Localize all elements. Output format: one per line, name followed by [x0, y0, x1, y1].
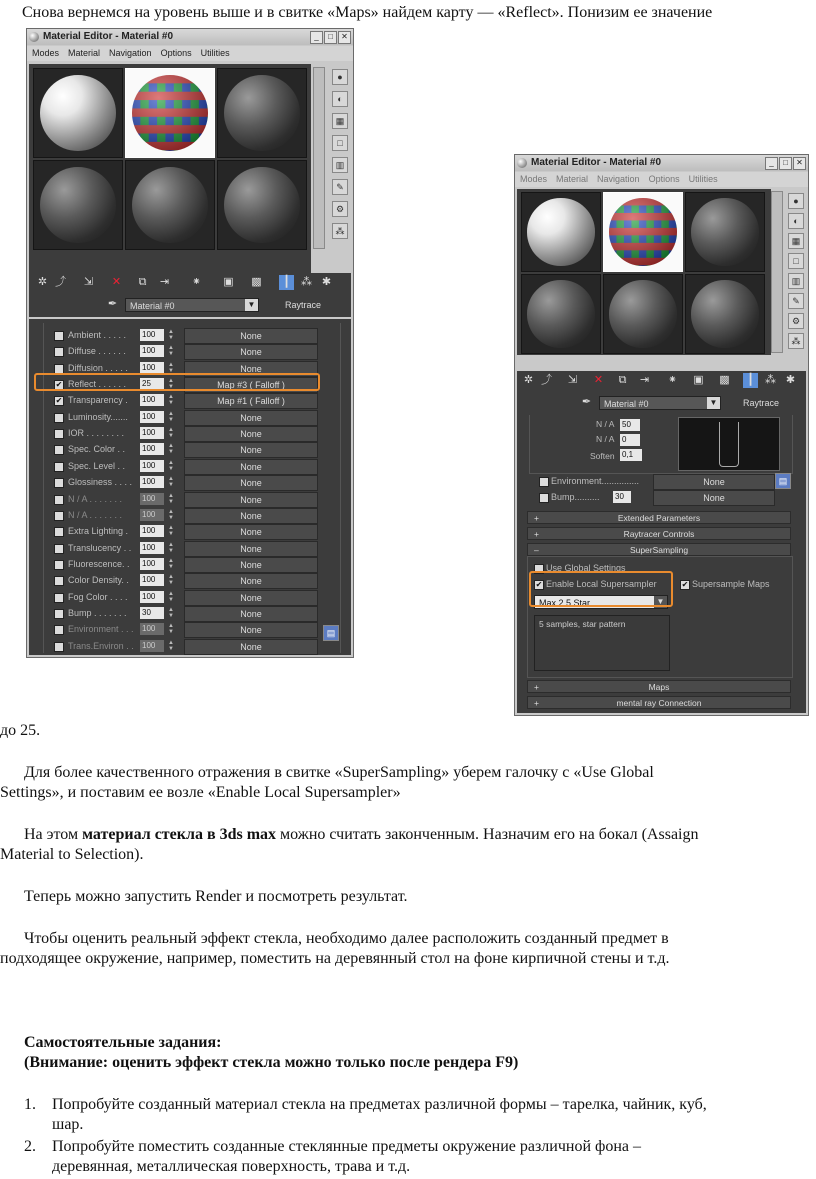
sample-slot-5[interactable]	[603, 274, 683, 354]
material-toolbar	[29, 273, 351, 293]
map-slot-button[interactable]: None	[184, 442, 318, 458]
task-line1: Попробуйте созданный материал стекла на предметах различной формы – тарелка, чайник, куб,	[52, 1096, 707, 1113]
menu-navigation[interactable]: Navigation	[109, 48, 152, 58]
app-icon	[29, 32, 39, 42]
rollout-title: SuperSampling	[629, 545, 689, 555]
map-row	[44, 327, 334, 343]
na-label-2: N / A	[596, 434, 615, 444]
map-slot-button[interactable]: None	[184, 475, 318, 491]
close-button[interactable]: ✕	[793, 157, 806, 170]
parameters-panel	[517, 415, 806, 713]
sample-sphere-checker	[609, 198, 676, 265]
map-row	[44, 458, 334, 474]
bump-label: Bump..........	[551, 492, 600, 502]
show-map-icon[interactable]: ▣	[223, 276, 234, 288]
rollout-raytracer-controls[interactable]: + Raytracer Controls	[527, 527, 791, 540]
background-icon[interactable]: ▦	[788, 233, 804, 249]
map-label: Spec. Color . .	[68, 444, 126, 455]
sample-type-icon[interactable]: ●	[788, 193, 804, 209]
map-label: Ambient . . . . .	[68, 330, 127, 340]
supersample-maps-checkbox[interactable]: ✔	[681, 580, 689, 589]
spinner-icon[interactable]: ▲ ▼	[168, 410, 174, 423]
spinner-icon[interactable]: ▲ ▼	[168, 541, 174, 554]
navigator-icon[interactable]: ✱	[785, 374, 796, 386]
material-id-icon[interactable]: ⁕	[667, 374, 678, 386]
map-enable-checkbox[interactable]	[54, 576, 64, 586]
map-slot-button[interactable]: None	[184, 426, 318, 442]
menu-options[interactable]: Options	[160, 48, 192, 58]
map-amount-input[interactable]: 100	[140, 476, 164, 488]
bump-amount[interactable]: 30	[613, 491, 631, 503]
menu-modes[interactable]: Modes	[32, 48, 60, 58]
map-row	[44, 523, 334, 539]
spinner-icon[interactable]: ▲ ▼	[168, 574, 174, 587]
map-amount-input[interactable]: 100	[140, 525, 164, 537]
map-row	[44, 556, 334, 572]
spinner-icon[interactable]: ▲ ▼	[168, 394, 174, 407]
na-label-1: N / A	[596, 419, 615, 429]
menu-material[interactable]: Material	[68, 48, 101, 58]
map-row	[44, 589, 334, 605]
video-color-check-icon[interactable]: ▥	[332, 157, 348, 173]
sample-sphere	[691, 198, 758, 265]
rollout-extended-parameters[interactable]: + Extended Parameters	[527, 511, 791, 524]
rollout-scroll-icon[interactable]: ▤	[323, 625, 339, 641]
spinner-icon[interactable]: ▲ ▼	[168, 459, 174, 472]
spinner-icon[interactable]: ▲ ▼	[168, 590, 174, 603]
map-amount-input[interactable]: 100	[140, 558, 164, 570]
sample-slot-1[interactable]	[33, 68, 123, 158]
tasks-note: (Внимание: оценить эффект стекла можно только после рендера F9)	[24, 1054, 519, 1071]
sample-slot-3[interactable]	[217, 68, 307, 158]
sample-sphere	[224, 75, 300, 151]
task-line2: шар.	[52, 1116, 84, 1133]
spinner-icon[interactable]: ▲ ▼	[168, 508, 174, 521]
sample-slot-6[interactable]	[685, 274, 765, 354]
pick-material-icon[interactable]: ✒	[107, 298, 118, 310]
sample-slots-area	[29, 64, 311, 282]
select-by-material-icon[interactable]: ⁂	[332, 223, 348, 239]
put-to-library-icon[interactable]: ⇥	[159, 276, 170, 288]
task-line2: деревянная, металлическая поверхность, трава и т.д.	[52, 1158, 411, 1175]
go-to-parent-icon[interactable]: ┃	[279, 275, 294, 290]
map-slot-button[interactable]: None	[184, 573, 318, 589]
bump-checkbox[interactable]	[539, 493, 549, 503]
go-forward-sibling-icon[interactable]: ⁂	[301, 276, 312, 288]
make-preview-icon[interactable]: ✎	[788, 293, 804, 309]
map-amount-input[interactable]: 100	[140, 329, 164, 341]
make-unique-icon[interactable]: ⧉	[618, 374, 627, 386]
menu-utilities[interactable]: Utilities	[688, 174, 718, 184]
map-slot-button[interactable]: None	[184, 557, 318, 573]
para3-line2: Material to Selection).	[0, 846, 144, 863]
go-to-parent-icon[interactable]: ┃	[743, 373, 758, 388]
map-amount-input[interactable]: 100	[140, 345, 164, 357]
backlight-icon[interactable]: ◐	[332, 91, 348, 107]
minimize-button[interactable]: _	[310, 31, 323, 44]
map-amount-input[interactable]: 100	[140, 542, 164, 554]
map-label: Fog Color . . . .	[68, 591, 128, 602]
map-slot-button[interactable]: None	[184, 524, 318, 540]
para3-bold: материал стекла в 3ds max	[82, 826, 277, 843]
map-label: Environment . . .	[68, 624, 134, 635]
sample-slot-2-active[interactable]	[603, 192, 683, 272]
map-enable-checkbox[interactable]	[54, 478, 64, 488]
spinner-icon[interactable]: ▲ ▼	[168, 623, 174, 636]
map-slot-button[interactable]: None	[184, 590, 318, 606]
map-label: Extra Lighting .	[68, 526, 129, 537]
rollout-title: mental ray Connection	[616, 698, 702, 708]
get-material-icon[interactable]: ✲	[37, 276, 48, 288]
sampler-description: 5 samples, star pattern	[534, 615, 670, 671]
map-row	[44, 392, 334, 408]
para3-text-a: На этом	[24, 826, 83, 843]
material-name-field[interactable]	[599, 396, 721, 410]
sample-sphere	[40, 75, 116, 151]
map-enable-checkbox[interactable]	[54, 609, 64, 619]
na-input-2[interactable]: 0	[620, 434, 640, 446]
name-bar	[517, 391, 806, 415]
put-to-library-icon[interactable]: ⇥	[639, 374, 650, 386]
para3-line1	[24, 825, 698, 845]
sample-sphere	[224, 167, 300, 243]
sample-slot-4[interactable]	[521, 274, 601, 354]
chevron-down-icon: ▼	[707, 397, 720, 409]
backlight-icon[interactable]: ◐	[788, 213, 804, 229]
task-line1: Попробуйте поместить созданные стеклянные предметы окружение различной фона –	[52, 1138, 642, 1155]
para2-line1: Для более качественного отражения в свитке «SuperSampling» уберем галочку с «Use Global	[24, 764, 654, 781]
map-row	[44, 441, 334, 457]
map-label: Reflect . . . . . .	[68, 379, 127, 390]
background-icon[interactable]: ▦	[332, 113, 348, 129]
map-enable-checkbox[interactable]	[54, 593, 64, 603]
sample-sphere	[691, 280, 758, 347]
menu-material[interactable]: Material	[556, 174, 589, 184]
map-enable-checkbox[interactable]	[54, 429, 64, 439]
map-row	[44, 474, 334, 490]
map-enable-checkbox[interactable]	[54, 544, 64, 554]
menu-options[interactable]: Options	[648, 174, 680, 184]
map-slot-button[interactable]: None	[184, 541, 318, 557]
environment-label: Environment...............	[551, 476, 640, 486]
map-enable-checkbox[interactable]	[54, 347, 64, 357]
maps-panel	[29, 319, 351, 655]
go-forward-sibling-icon[interactable]: ⁂	[765, 374, 776, 386]
rollout-mental-ray[interactable]: + mental ray Connection	[527, 696, 791, 709]
assign-to-selection-icon[interactable]: ⇲	[567, 374, 578, 386]
map-row	[44, 638, 334, 654]
map-amount-input[interactable]: 25	[140, 378, 164, 390]
sample-slot-4[interactable]	[33, 160, 123, 250]
map-label: Translucency . .	[68, 542, 132, 553]
minimize-button[interactable]: _	[765, 157, 778, 170]
material-toolbar	[517, 371, 806, 391]
sample-sphere-checker	[132, 75, 208, 151]
spinner-icon[interactable]: ▲ ▼	[168, 557, 174, 570]
para5-line2: подходящее окружение, например, поместить на деревянный стол на фоне кирпичной стены и т.д.	[0, 950, 670, 967]
spinner-icon[interactable]: ▲ ▼	[168, 525, 174, 538]
spinner-icon[interactable]: ▲ ▼	[168, 329, 174, 341]
map-amount-input[interactable]: 100	[140, 362, 164, 374]
map-amount-input[interactable]: 100	[140, 574, 164, 586]
spinner-icon[interactable]: ▲ ▼	[168, 476, 174, 489]
rollout-maps[interactable]: + Maps	[527, 680, 791, 693]
rollout-supersampling[interactable]: – SuperSampling	[527, 543, 791, 556]
supersampler-highlight	[529, 571, 673, 607]
app-icon	[517, 158, 527, 168]
map-label: Fluorescence. .	[68, 558, 130, 569]
map-enable-checkbox[interactable]	[54, 625, 64, 635]
sample-slot-2-active[interactable]	[125, 68, 215, 158]
slots-scrollbar[interactable]	[313, 67, 325, 249]
chevron-down-icon: ▼	[245, 299, 258, 311]
sample-sphere	[527, 280, 594, 347]
para5-line1: Чтобы оценить реальный эффект стекла, необходимо далее расположить созданный предмет в	[24, 930, 669, 947]
para3-text-c: можно считать законченным. Назначим его на бокал (Assaign	[276, 826, 699, 843]
tasks-title: Самостоятельные задания:	[24, 1034, 222, 1051]
map-label: N / A . . . . . . .	[68, 509, 123, 520]
enable-local-label: Enable Local Supersampler	[546, 579, 657, 589]
close-button[interactable]: ✕	[338, 31, 351, 44]
maximize-button[interactable]: □	[324, 31, 337, 44]
material-name-field[interactable]	[125, 298, 259, 312]
highlight-curve-graph	[678, 417, 780, 471]
chevron-down-icon: ▼	[654, 596, 667, 608]
video-color-check-icon[interactable]: ▥	[788, 273, 804, 289]
intro-text: Снова вернемся на уровень выше и в свитке «Maps» найдем карту — «Reflect». Понизим ее значение	[22, 4, 713, 21]
map-enable-checkbox[interactable]: ✔	[55, 396, 63, 406]
task-number: 2.	[24, 1138, 36, 1155]
menu-bar	[27, 46, 353, 61]
na-input-1[interactable]: 50	[620, 419, 640, 431]
sample-slot-1[interactable]	[521, 192, 601, 272]
task-number: 1.	[24, 1096, 36, 1113]
reset-map-icon[interactable]: ✕	[111, 276, 122, 288]
name-bar	[29, 293, 351, 317]
map-amount-input[interactable]: 100	[140, 493, 164, 505]
spinner-icon[interactable]: ▲ ▼	[168, 378, 174, 391]
soften-input[interactable]: 0,1	[620, 449, 642, 461]
map-slot-button[interactable]: None	[184, 622, 318, 638]
pick-material-icon[interactable]: ✒	[581, 396, 592, 408]
enable-local-checkbox[interactable]: ✔	[535, 580, 543, 589]
menu-utilities[interactable]: Utilities	[200, 48, 230, 58]
map-amount-input[interactable]: 100	[140, 427, 164, 439]
map-row	[44, 507, 334, 523]
map-enable-checkbox[interactable]	[54, 495, 64, 505]
spinner-icon[interactable]: ▲ ▼	[168, 443, 174, 456]
sample-slot-3[interactable]	[685, 192, 765, 272]
material-type-button[interactable]: Raytrace	[742, 398, 779, 408]
sampler-value: Max 2.5 Star	[539, 598, 591, 608]
menu-bar	[515, 172, 808, 187]
bump-row	[539, 489, 789, 505]
sample-type-icon[interactable]: ●	[332, 69, 348, 85]
map-amount-input[interactable]: 100	[140, 394, 164, 406]
map-label: Glossiness . . . .	[68, 477, 133, 488]
para2-line2: Settings», и поставим ее возле «Enable Local Supersampler»	[0, 784, 401, 801]
make-unique-icon[interactable]: ⧉	[138, 276, 147, 288]
map-slot-button[interactable]: Map #1 ( Falloff )	[184, 393, 318, 409]
material-name-text: Material #0	[130, 301, 175, 311]
map-amount-input[interactable]: 100	[140, 443, 164, 455]
map-label: IOR . . . . . . . .	[68, 428, 125, 439]
map-enable-checkbox[interactable]	[54, 462, 64, 472]
make-preview-icon[interactable]: ✎	[332, 179, 348, 195]
map-enable-checkbox[interactable]	[54, 331, 64, 341]
window-title: Material Editor - Material #0	[43, 31, 174, 42]
reflect-highlight	[34, 373, 320, 391]
map-row	[44, 621, 334, 637]
map-amount-input[interactable]: 100	[140, 591, 164, 603]
material-id-icon[interactable]: ⁕	[191, 276, 202, 288]
environment-row	[539, 473, 789, 489]
supersample-maps-label: Supersample Maps	[692, 579, 770, 589]
para4: Теперь можно запустить Render и посмотреть результат.	[24, 888, 408, 905]
map-label: Diffuse . . . . . .	[68, 346, 126, 357]
spinner-icon[interactable]: ▲ ▼	[168, 345, 174, 358]
sample-sphere	[132, 167, 208, 243]
map-slot-button[interactable]: None	[184, 344, 318, 360]
spinner-icon[interactable]: ▲ ▼	[168, 492, 174, 505]
uv-tiling-icon[interactable]: □	[788, 253, 804, 269]
map-enable-checkbox[interactable]	[54, 527, 64, 537]
material-editor-window	[26, 28, 354, 658]
material-type-button[interactable]: Raytrace	[284, 300, 321, 310]
sample-sphere	[609, 280, 676, 347]
map-slot-button[interactable]: None	[184, 508, 318, 524]
map-enable-checkbox[interactable]	[54, 560, 64, 570]
map-row	[44, 491, 334, 507]
rollout-title: Extended Parameters	[617, 513, 701, 523]
spinner-icon[interactable]: ▲ ▼	[168, 427, 174, 440]
map-enable-checkbox[interactable]	[54, 642, 64, 652]
spinner-icon[interactable]: ▲ ▼	[168, 639, 174, 652]
rollout-title: Maps	[648, 682, 670, 692]
options-icon[interactable]: ⚙	[332, 201, 348, 217]
select-by-material-icon[interactable]: ⁂	[788, 333, 804, 349]
map-slot-button[interactable]: None	[184, 328, 318, 344]
navigator-icon[interactable]: ✱	[321, 276, 332, 288]
map-enable-checkbox[interactable]: ✔	[55, 380, 63, 390]
map-slot-button[interactable]: Map #3 ( Falloff )	[184, 377, 318, 393]
map-label: Bump . . . . . . .	[68, 607, 127, 618]
reset-map-icon[interactable]: ✕	[593, 374, 604, 386]
map-slot-button[interactable]: None	[184, 361, 318, 377]
map-row	[44, 540, 334, 556]
spinner-icon[interactable]: ▲ ▼	[168, 606, 174, 619]
uv-tiling-icon[interactable]: □	[332, 135, 348, 151]
put-to-scene-icon[interactable]: ⤴	[541, 374, 552, 386]
slots-scrollbar[interactable]	[771, 191, 783, 353]
map-row	[44, 605, 334, 621]
show-end-result-icon[interactable]: ▩	[251, 276, 262, 288]
menu-navigation[interactable]: Navigation	[597, 174, 640, 184]
map-label: Spec. Level . .	[68, 460, 126, 471]
map-amount-input[interactable]: 100	[140, 460, 164, 472]
window-title-bar	[27, 29, 353, 45]
sample-slot-6[interactable]	[217, 160, 307, 250]
spinner-icon[interactable]: ▲ ▼	[168, 361, 174, 374]
map-slot-button[interactable]: None	[184, 459, 318, 475]
map-label: Trans.Environ . .	[68, 640, 134, 651]
get-material-icon[interactable]: ✲	[523, 374, 534, 386]
map-slot-button[interactable]: None	[184, 606, 318, 622]
rollout-title: Raytracer Controls	[623, 529, 695, 539]
intro-continuation: до 25.	[0, 722, 41, 739]
map-label: Luminosity.......	[68, 411, 128, 422]
sample-sphere	[527, 198, 594, 265]
use-global-label: Use Global Settings	[546, 563, 626, 573]
sample-slot-5[interactable]	[125, 160, 215, 250]
map-amount-input[interactable]: 100	[140, 411, 164, 423]
map-slot-button[interactable]: None	[184, 492, 318, 508]
sample-sphere	[40, 167, 116, 243]
environment-map-button[interactable]: None	[653, 474, 775, 490]
refraction-group	[529, 415, 793, 474]
options-icon[interactable]: ⚙	[788, 313, 804, 329]
supersample-maps-row	[680, 576, 790, 592]
assign-to-selection-icon[interactable]: ⇲	[83, 276, 94, 288]
map-label: N / A . . . . . . .	[68, 493, 123, 504]
sample-slots-area	[517, 189, 771, 355]
put-to-scene-icon[interactable]: ⤴	[55, 276, 66, 288]
rollout-scroll-icon[interactable]: ▤	[775, 473, 791, 489]
map-row	[44, 572, 334, 588]
map-enable-checkbox[interactable]	[54, 511, 64, 521]
map-amount-input[interactable]: 100	[140, 509, 164, 521]
menu-modes[interactable]: Modes	[520, 174, 548, 184]
show-end-result-icon[interactable]: ▩	[719, 374, 730, 386]
bump-map-button[interactable]: None	[653, 490, 775, 506]
map-slot-button[interactable]: None	[184, 410, 318, 426]
map-amount-input[interactable]: 30	[140, 607, 164, 619]
soften-label: Soften	[590, 451, 615, 461]
map-amount-input[interactable]: 100	[140, 623, 164, 635]
map-row	[44, 425, 334, 441]
window-title: Material Editor - Material #0	[531, 157, 662, 168]
material-editor-window-2	[514, 154, 809, 716]
map-row	[44, 343, 334, 359]
map-label: Diffusion . . . . .	[68, 362, 128, 373]
map-enable-checkbox[interactable]	[54, 445, 64, 455]
map-row	[44, 409, 334, 425]
environment-checkbox[interactable]	[539, 477, 549, 487]
map-amount-input[interactable]: 100	[140, 640, 164, 652]
map-slot-button[interactable]: None	[184, 639, 318, 655]
map-label: Transparency .	[68, 395, 128, 406]
map-label: Color Density. .	[68, 575, 129, 586]
map-enable-checkbox[interactable]	[54, 413, 64, 423]
material-name-text: Material #0	[604, 399, 649, 409]
maximize-button[interactable]: □	[779, 157, 792, 170]
show-map-icon[interactable]: ▣	[693, 374, 704, 386]
highlight-curve	[719, 422, 739, 467]
